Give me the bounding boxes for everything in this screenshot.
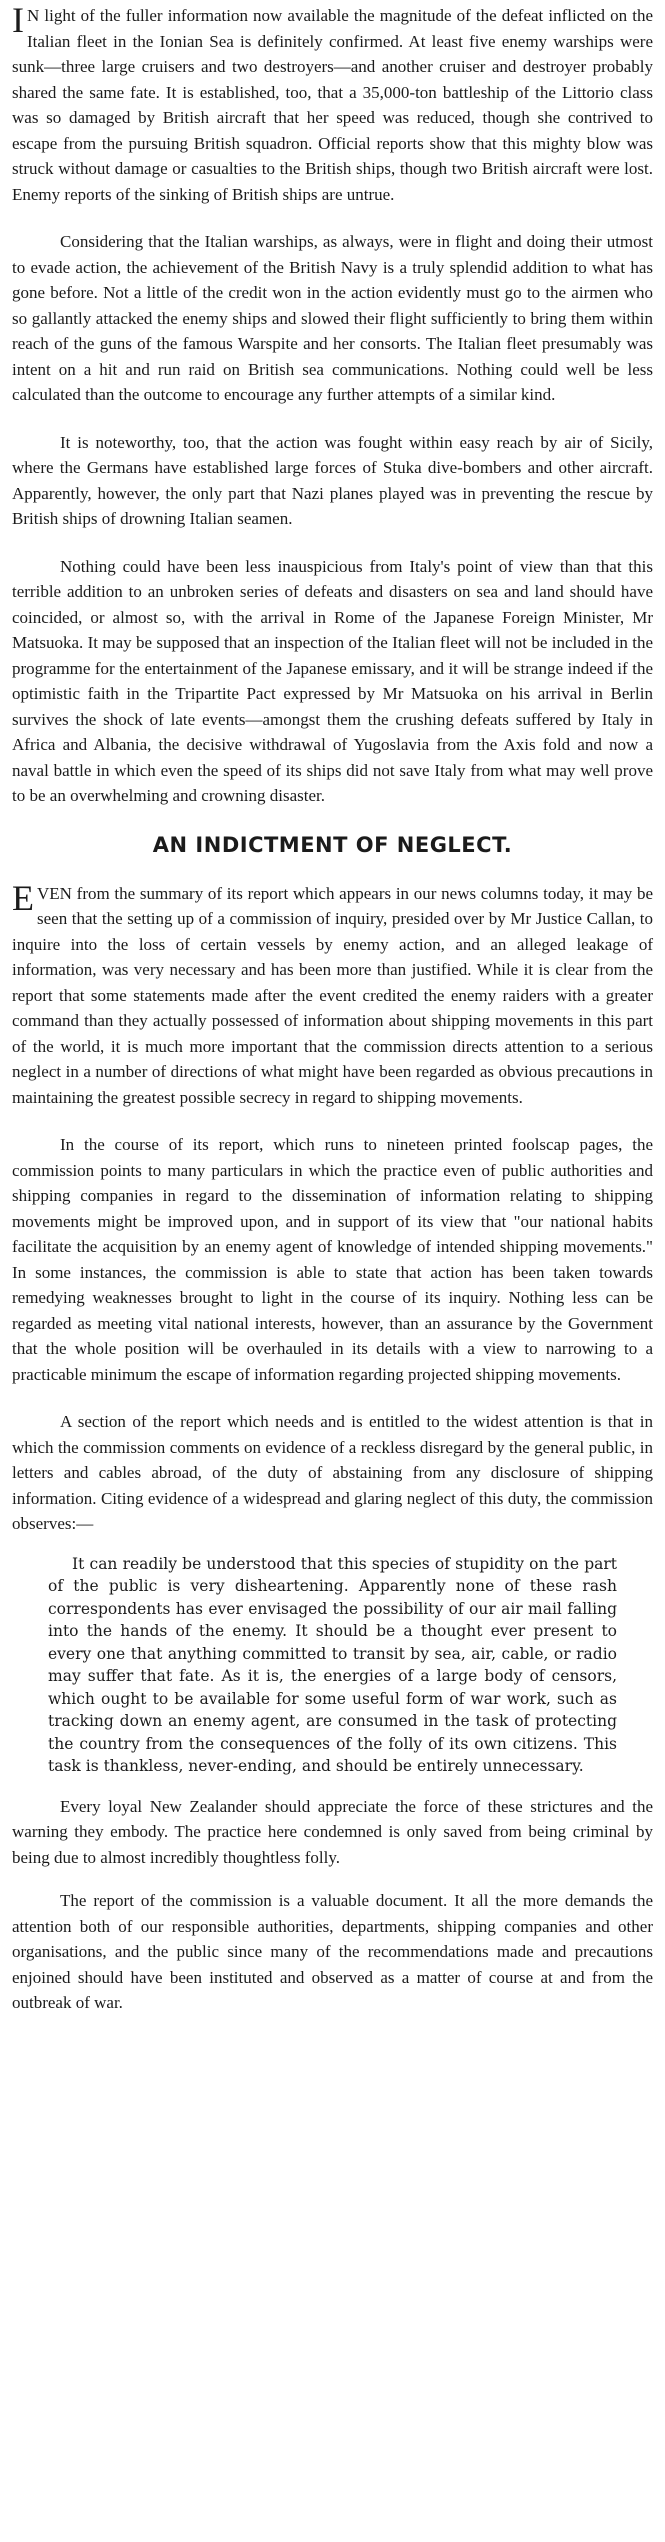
article-paragraph-4: Nothing could have been less inauspicious from Italy's point of view than that this terrible addition to an unbroken series of defeats and disasters on sea and land should have coincided, or almost so, with the arrival in Rome of the Japanese Foreign Minister, Mr Matsuoka. It may be supposed that an inspection of the Italian fleet will not be included in the programme for the entertainment of the Japanese emissary, and it will be strange indeed if the optimistic faith in the Tripartite Pact expressed by Mr Matsuoka on his arrival in Berlin survives the shock of late events—amongst them the crushing defeats suffered by Italy in Africa and Albania, the decisive withdrawal of Yugoslavia from the Axis fold and now a naval battle in which even the speed of its ships did not save Italy from what may well prove to be an overwhelming and crowning disaster. <box>12 556 653 805</box>
article-paragraph-1 <box>12 877 653 1111</box>
article-paragraph-4: Every loyal New Zealander should appreciate the force of these strictures and the warning they embody. The practice here condemned is only saved from being criminal by being due to almost incredibly thoughtless folly. <box>12 1796 653 1867</box>
article-paragraph-1 <box>12 0 653 207</box>
drop-cap-initial: E <box>12 877 34 918</box>
drop-cap-initial: I <box>12 0 24 40</box>
article-headline: AN INDICTMENT OF NEGLECT. <box>152 832 513 857</box>
article-paragraph-2: In the course of its report, which runs to nineteen printed foolscap pages, the commission points to many particulars in which the practice even of public authorities and shipping companies in regard to the dissemination of information relating to shipping movements might be improved upon, and in support of its view that "our national habits facilitate the acquisition by an enemy agent of knowledge of intended shipping movements." In some instances, the commission is able to state that action has been taken towards remedying weaknesses brought to light in the course of its inquiry. Nothing less can be regarded as meeting vital national interests, however, than an assurance by the Government that the whole position will be overhauled in its details with a view to narrowing to a practicable minimum the escape of information regarding projected shipping movements. <box>12 1135 653 1384</box>
article-paragraph-3: It is noteworthy, too, that the action was fought within easy reach by air of Sicily, where the Germans have established large forces of Stuka dive-bombers and other aircraft. Apparently, however, the only part that Nazi planes played was in preventing the rescue by British ships of drowning Italian seamen. <box>12 432 653 528</box>
article-paragraph-text: N light of the fuller information now available the magnitude of the defeat inflicted on the Italian fleet in the Ionian Sea is definitely confirmed. At least five enemy warships were sunk—three large cruisers and two destroyers—and another cruiser and destroyer probably shared the same fate. It is established, too, that a 35,000-ton battleship of the Littorio class was so damaged by British aircraft that her speed was reduced, though she contrived to escape from the pursuing British squadron. Official reports show that this mighty blow was struck without damage or casualties to the British ships, though two British aircraft were lost. Enemy reports of the sinking of British ships are untrue. <box>12 6 653 204</box>
article-italian-fleet <box>12 0 653 809</box>
article-paragraph-3: A section of the report which needs and is entitled to the widest attention is that in which the commission comments on evidence of a reckless disregard by the general public, in letters and cables abroad, of the duty of abstaining from any disclosure of shipping information. Citing evidence of a widespread and glaring neglect of this duty, the commission observes:— <box>12 1412 653 1533</box>
article-paragraph-2: Considering that the Italian warships, as always, were in flight and doing their utmost to evade action, the achievement of the British Navy is a truly splendid addition to what has gone before. Not a little of the credit won in the action evidently must go to the airmen who so gallantly attacked the enemy ships and slowed their flight sufficiently to bring them within reach of the guns of the famous Warspite and her consorts. The Italian fleet presumably was intent on a hit and run raid on British sea communications. Nothing could well be less calculated than the outcome to encourage any further attempts of a similar kind. <box>12 232 653 404</box>
article-paragraph-text: VEN from the summary of its report which appears in our news columns today, it may be seen that the setting up of a commission of inquiry, presided over by Mr Justice Callan, to inquire into the loss of certain vessels by enemy action, and an alleged leakage of information, was very necessary and has been more than justified. While it is clear from the report that some statements made after the event credited the enemy raiders with a greater command than they actually possessed of information about shipping movements in this part of the world, it is much more important that the commission directs attention to a serious neglect in a number of directions of what might have been regarded as obvious precautions in maintaining the greatest possible secrecy in regard to shipping movements. <box>12 883 653 1107</box>
block-quote: It can readily be understood that this species of stupidity on the part of the public is very disheartening. Apparently none of these rash correspondents has ever envisaged the possibility of our air mail falling into the hands of the enemy. It should be a thought ever present to every one that anything committed to transit by sea, air, cable, or radio may suffer that fate. As it is, the energies of a large body of censors, which ought to be available for some useful form of war work, such as tracking down an enemy agent, are consumed in the task of protecting the country from the consequences of the folly of its own citizens. This task is thankless, never-ending, and should be entirely unnecessary. <box>48 1554 617 1775</box>
article-paragraph-5: The report of the commission is a valuable document. It all the more demands the attention both of our responsible authorities, departments, shipping companies and other organisations, and the public since many of the recommendations made and precautions enjoined should have been instituted and observed as a matter of course at and from the outbreak of war. <box>12 1891 653 2012</box>
article-indictment-of-neglect <box>12 831 653 2016</box>
